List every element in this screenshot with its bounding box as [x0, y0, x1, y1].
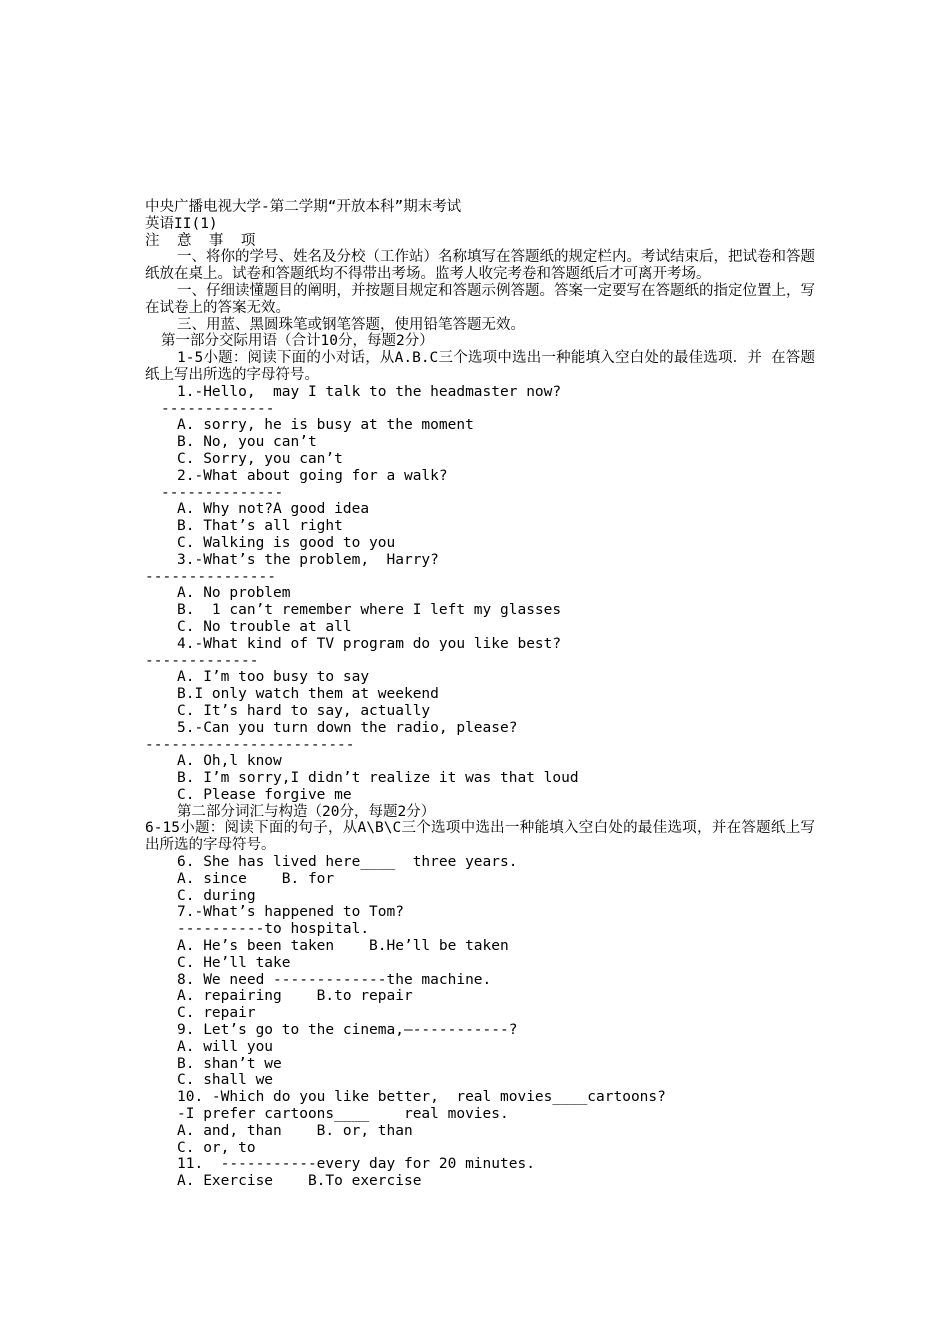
answer-option: C. Please forgive me [177, 786, 352, 803]
question-line: B. shan’t we [177, 1055, 282, 1072]
notice-item: 一、仔细读懂题目的阐明，并按题目规定和答题示例答题。答案一定要写在答题纸的指定位置上，写在试卷上的答案无效。 [145, 282, 815, 316]
question-line: A. repairing B.to repair [177, 988, 413, 1005]
answer-option: C. It’s hard to say, actually [177, 702, 431, 719]
question-line: ----------to hospital. [177, 921, 370, 938]
part1-heading: 第一部分交际用语（合计10分，每题2分） [161, 333, 434, 350]
exam-title: 中央广播电视大学-第二学期“开放本科”期末考试 [145, 199, 462, 215]
answer-option: B. I’m sorry,I didn’t realize it was that loud [177, 770, 579, 787]
question-line: C. during [177, 887, 256, 904]
question-line: A. and, than B. or, than [177, 1122, 413, 1139]
question-stem: 3.-What’s the problem, Harry? [177, 551, 439, 568]
question-line: 7.-What’s happened to Tom? [177, 904, 404, 921]
question-stem: 4.-What kind of TV program do you like best? [177, 635, 562, 652]
answer-blank: ------------- [161, 400, 275, 417]
answer-option: A. sorry, he is busy at the moment [177, 417, 474, 434]
answer-option: B.I only watch them at weekend [177, 686, 439, 703]
question-line: 8. We need -------------the machine. [177, 971, 492, 988]
question-line: C. or, to [177, 1139, 256, 1156]
answer-blank: ------------- [145, 652, 259, 669]
answer-option: B. No, you can’t [177, 434, 317, 451]
question-line: 6. She has lived here____ three years. [177, 854, 518, 871]
question-line: 11. -----------every day for 20 minutes. [177, 1156, 535, 1173]
answer-option: C. Sorry, you can’t [177, 450, 343, 467]
answer-option: A. I’m too busy to say [177, 669, 370, 686]
question-stem: 1.-Hello, may I talk to the headmaster now? [177, 383, 562, 400]
part2-heading: 第二部分词汇与构造（20分，每题2分） [177, 803, 436, 820]
question-line: -I prefer cartoons____ real movies. [177, 1106, 509, 1123]
question-stem: 2.-What about going for a walk? [177, 467, 448, 484]
question-line: C. shall we [177, 1072, 274, 1089]
notice-item: 三、用蓝、黑圆珠笔或钢笔答题，使用铅笔答题无效。 [177, 316, 525, 333]
answer-blank: ------------------------ [145, 736, 355, 753]
answer-option: C. No trouble at all [177, 618, 352, 635]
part1-instruction: 1-5小题：阅读下面的小对话，从A.B.C三个选项中选出一种能填入空白处的最佳选项．并 在答题纸上写出所选的字母符号。 [145, 350, 815, 383]
answer-option: A. Oh,l know [177, 753, 282, 770]
exam-text [145, 199, 815, 1190]
answer-option: B. 1 can’t remember where I left my glasses [177, 602, 562, 619]
question-line: C. He’ll take [177, 954, 291, 971]
question-line: 9. Let’s go to the cinema,—-----------? [177, 1022, 518, 1039]
answer-blank: -------------- [161, 484, 284, 501]
answer-blank: --------------- [145, 568, 276, 585]
answer-option: B. That’s all right [177, 518, 343, 535]
part2-instruction: 6-15小题：阅读下面的句子，从A\B\C三个选项中选出一种能填入空白处的最佳选项，并在答题纸上写出所选的字母符号。 [145, 820, 815, 854]
answer-option: C. Walking is good to you [177, 534, 396, 551]
question-line: C. repair [177, 1005, 256, 1022]
question-stem: 5.-Can you turn down the radio, please? [177, 719, 518, 736]
question-line: A. He’s been taken B.He’ll be taken [177, 938, 509, 955]
notice-item: 一、将你的学号、姓名及分校（工作站）名称填写在答题纸的规定栏内。考试结束后，把试卷和答题纸放在桌上。试卷和答题纸均不得带出考场。监考人收完考卷和答题纸后才可离开考场。 [145, 249, 815, 283]
answer-option: A. No problem [177, 585, 291, 602]
notice-heading: 注 意 事 项 [145, 232, 256, 249]
answer-option: A. Why not?A good idea [177, 501, 370, 518]
question-line: 10. -Which do you like better, real movies____cartoons? [177, 1089, 666, 1106]
question-line: A. since B. for [177, 870, 335, 887]
question-line: A. will you [177, 1038, 274, 1055]
exam-subject: 英语II(1) [145, 215, 218, 232]
question-line: A. Exercise B.To exercise [177, 1173, 422, 1190]
